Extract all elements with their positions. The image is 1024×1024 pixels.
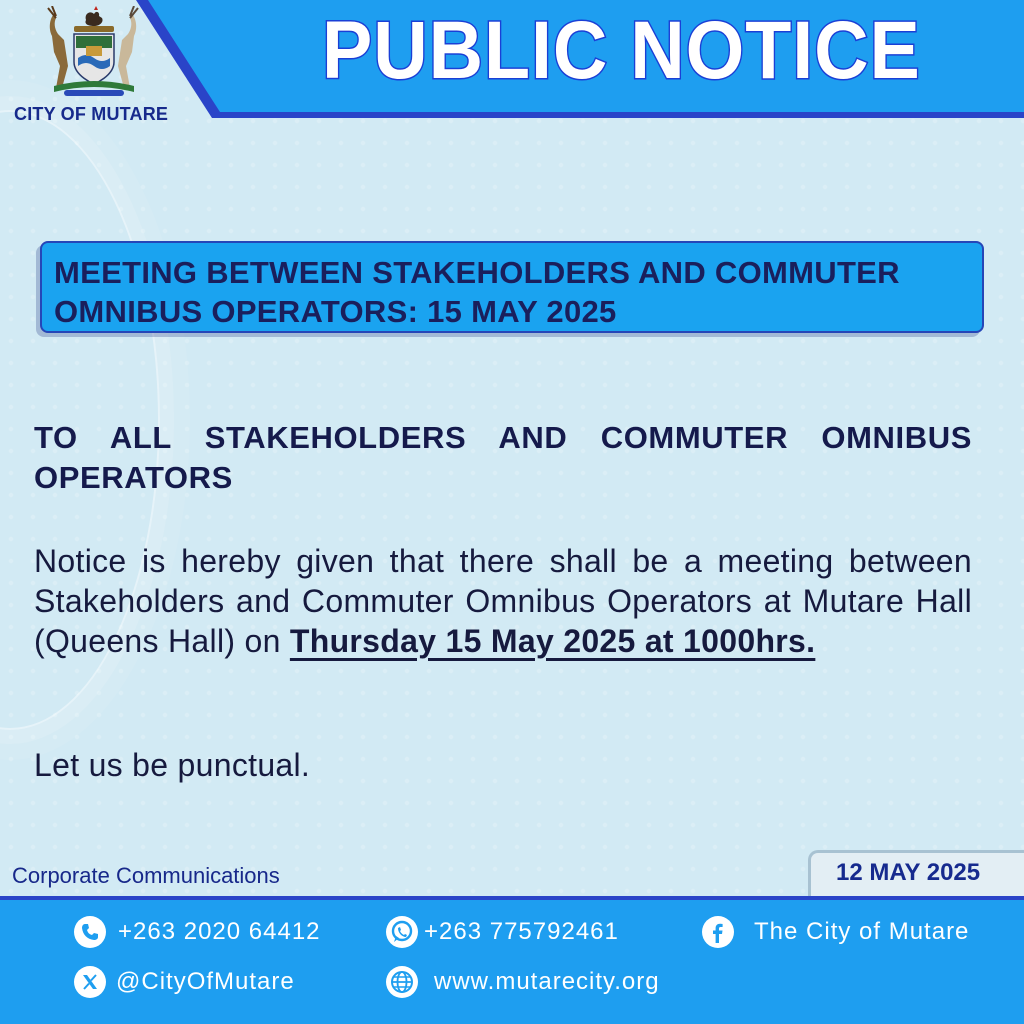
coat-of-arms-icon xyxy=(34,6,152,98)
contact-phone[interactable] xyxy=(74,916,321,948)
globe-icon xyxy=(386,966,418,998)
notice-closing: Let us be punctual. xyxy=(34,747,311,783)
page-title: PUBLIC NOTICE xyxy=(322,5,921,96)
x-twitter-icon xyxy=(74,966,106,998)
notice-heading-box xyxy=(40,241,984,333)
twitter-handle: @CityOfMutare xyxy=(116,968,295,995)
notice-recipients: TO ALL STAKEHOLDERS AND COMMUTER OMNIBUS OPERATORS xyxy=(34,420,972,495)
phone-number: +263 2020 64412 xyxy=(118,918,321,945)
notice-body xyxy=(34,541,972,661)
phone-icon xyxy=(74,916,106,948)
notice-date: 12 MAY 2025 xyxy=(836,859,981,886)
organization-name: CITY OF MUTARE xyxy=(14,104,169,124)
department-name: Corporate Communications xyxy=(12,863,280,888)
notice-body-text: Notice is hereby given that there shall be a meeting between Stakeholders and Commuter Omnibus Operators at Mutare Hall (Queens Hall) on xyxy=(34,543,972,659)
contact-whatsapp[interactable] xyxy=(386,916,619,948)
notice-heading-line-1: MEETING BETWEEN STAKEHOLDERS AND COMMUTER xyxy=(54,255,900,290)
notice-heading-line-2: OMNIBUS OPERATORS: 15 MAY 2025 xyxy=(54,294,617,329)
meeting-date-time: Thursday 15 May 2025 at 1000hrs. xyxy=(289,623,816,659)
website-url: www.mutarecity.org xyxy=(434,968,660,995)
whatsapp-icon xyxy=(386,916,418,948)
whatsapp-number: +263 775792461 xyxy=(424,918,619,945)
facebook-page-name: The City of Mutare xyxy=(754,918,970,945)
contact-twitter[interactable] xyxy=(74,966,295,998)
contact-facebook[interactable] xyxy=(702,916,969,948)
contact-website[interactable] xyxy=(386,966,660,998)
facebook-icon xyxy=(702,916,734,948)
coat-of-arms-logo xyxy=(34,6,152,98)
